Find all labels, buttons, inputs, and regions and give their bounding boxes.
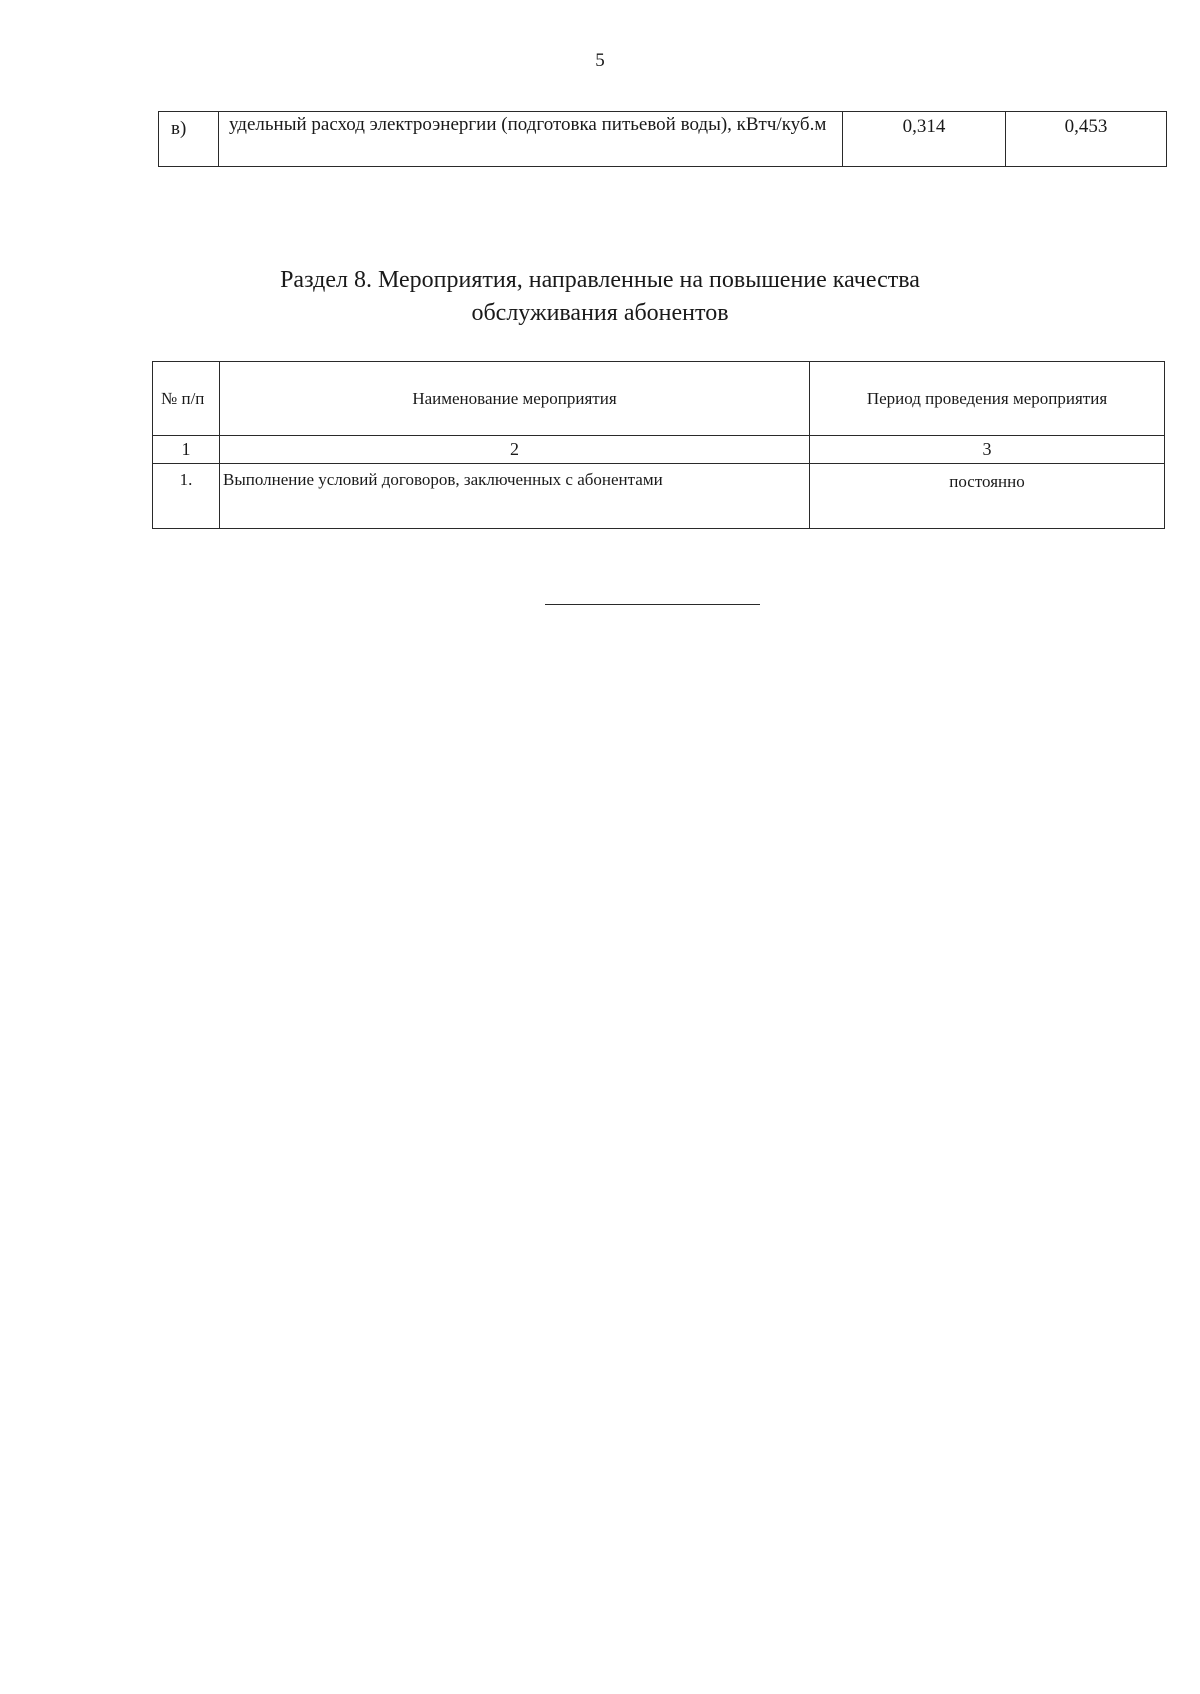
header-name: Наименование мероприятия: [220, 362, 810, 436]
table-row: [153, 464, 1165, 529]
section-title-line-2: обслуживания абонентов: [471, 300, 729, 326]
section-title-line-1: Раздел 8. Мероприятия, направленные на повышение качества: [280, 267, 920, 293]
header-period: Период проведения мероприятия: [810, 362, 1165, 436]
page-number: 5: [595, 50, 605, 71]
column-number-row: [153, 436, 1165, 464]
measures-table: [152, 361, 1165, 529]
row-value-2: 0,453: [1006, 112, 1167, 167]
row-period: постоянно: [810, 464, 1165, 529]
column-number: 3: [810, 436, 1165, 464]
row-description: удельный расход электроэнергии (подготовка питьевой воды), кВтч/куб.м: [219, 112, 843, 167]
row-value-1: 0,314: [843, 112, 1006, 167]
header-num: № п/п: [153, 362, 220, 436]
header-row: [153, 362, 1165, 436]
column-number: 2: [220, 436, 810, 464]
table-row: [159, 112, 1167, 167]
column-number: 1: [153, 436, 220, 464]
row-letter: в): [159, 112, 219, 167]
section-title: [0, 264, 1200, 330]
energy-consumption-table: [158, 111, 1167, 167]
end-divider-line: [545, 604, 760, 605]
row-num: 1.: [153, 464, 220, 529]
row-name: Выполнение условий договоров, заключенных с абонентами: [220, 464, 810, 529]
